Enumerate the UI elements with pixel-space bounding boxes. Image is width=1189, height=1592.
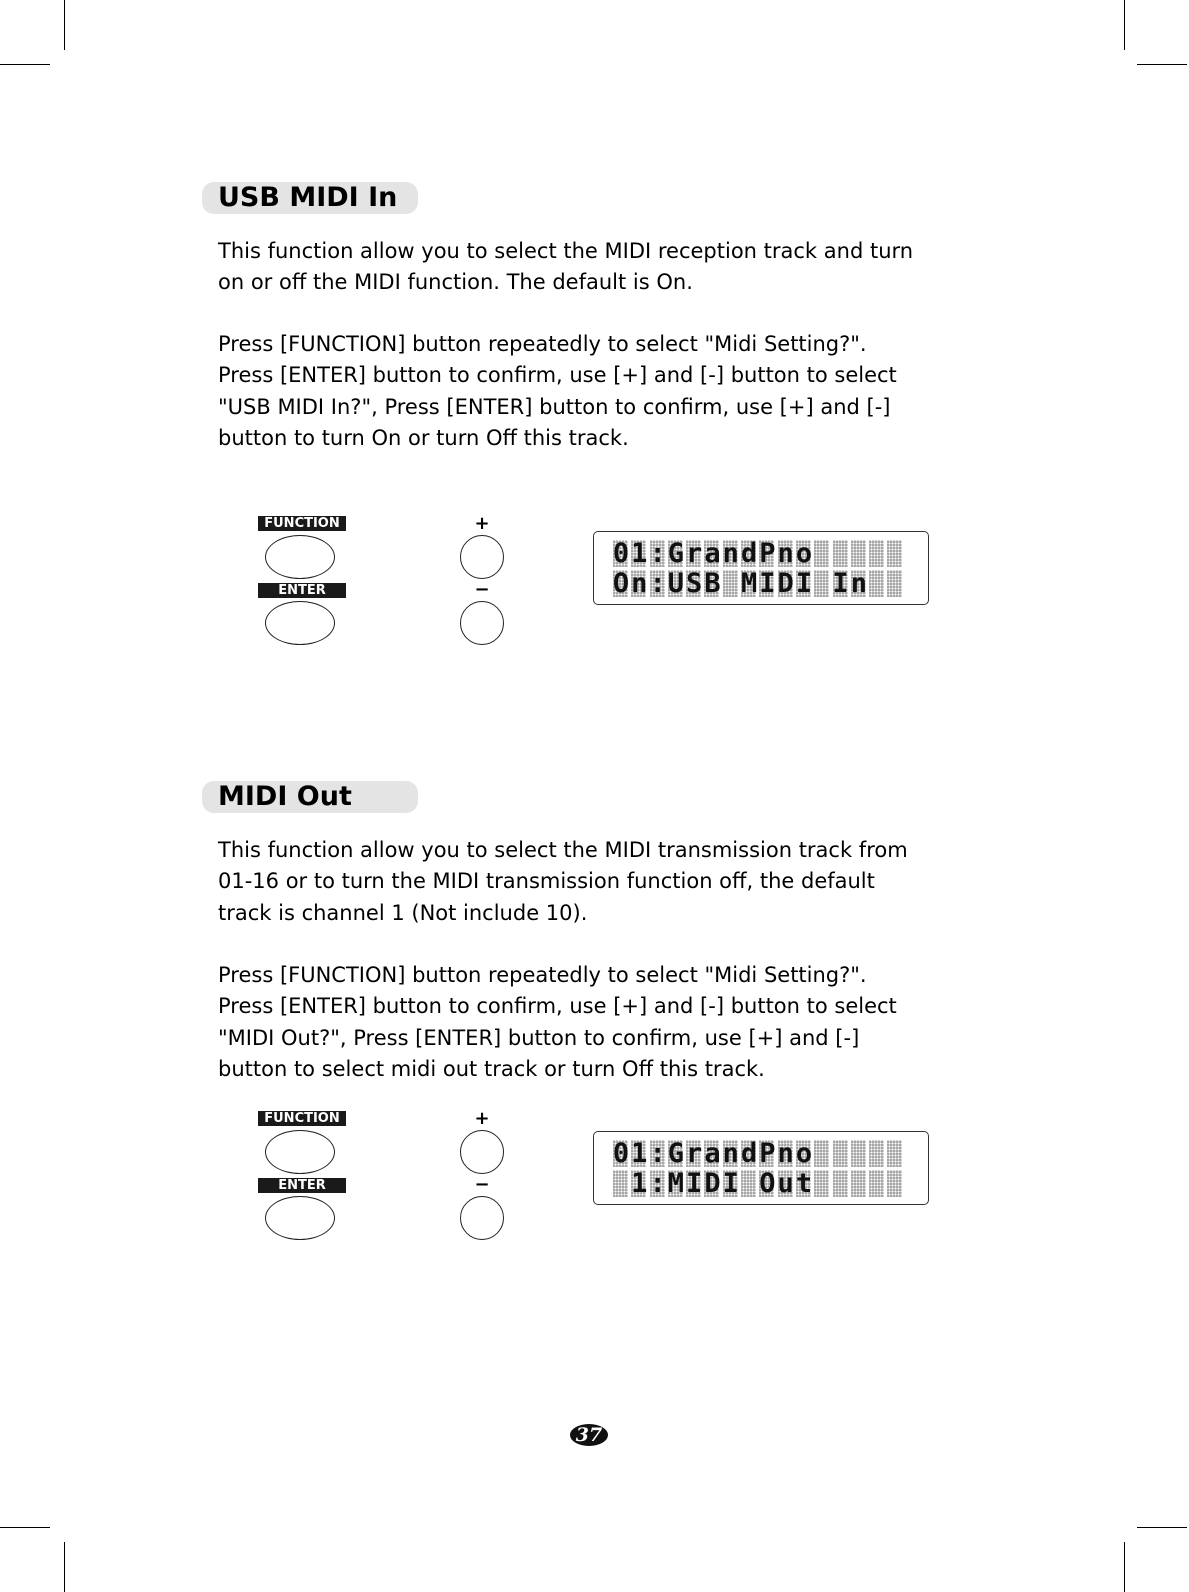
crop-mark bbox=[64, 0, 65, 50]
lcd-character-cell bbox=[722, 570, 740, 597]
lcd-character-cell: I bbox=[686, 1168, 703, 1199]
lcd-character-cell bbox=[886, 1140, 904, 1167]
lcd-character-cell: O bbox=[612, 568, 630, 599]
lcd-character-cell bbox=[850, 540, 868, 567]
lcd-character-cell bbox=[886, 570, 904, 597]
crop-mark bbox=[64, 1542, 65, 1592]
crop-mark bbox=[0, 1527, 50, 1528]
lcd-line-2 bbox=[612, 570, 928, 598]
lcd-character-cell: : bbox=[649, 1138, 666, 1169]
lcd-character-cell: D bbox=[704, 1168, 721, 1199]
lcd-display bbox=[593, 531, 929, 605]
lcd-character-cell: : bbox=[649, 538, 666, 569]
lcd-character-cell: 1 bbox=[631, 1168, 648, 1199]
lcd-character-cell: M bbox=[667, 1168, 685, 1199]
lcd-character-cell: B bbox=[704, 568, 721, 599]
crop-mark bbox=[1137, 64, 1187, 65]
section-heading-usb-midi-in: USB MIDI In bbox=[202, 182, 418, 214]
crop-mark bbox=[1137, 1527, 1187, 1528]
lcd-character-cell bbox=[832, 1170, 850, 1197]
crop-mark bbox=[0, 64, 50, 65]
lcd-character-cell bbox=[740, 1170, 758, 1197]
lcd-character-cell: n bbox=[777, 538, 794, 569]
plus-sign: + bbox=[474, 513, 490, 534]
lcd-character-cell: d bbox=[740, 1138, 758, 1169]
function-button-label: FUNCTION bbox=[258, 516, 346, 531]
lcd-display bbox=[593, 1131, 929, 1205]
lcd-character-cell: n bbox=[850, 568, 867, 599]
lcd-character-cell bbox=[886, 1170, 904, 1197]
lcd-character-cell: u bbox=[777, 1168, 794, 1199]
lcd-character-cell bbox=[813, 540, 831, 567]
lcd-character-cell bbox=[813, 570, 831, 597]
crop-mark bbox=[1124, 1542, 1125, 1592]
lcd-character-cell: n bbox=[777, 1138, 794, 1169]
function-button-label: FUNCTION bbox=[258, 1111, 346, 1126]
lcd-character-cell bbox=[868, 1170, 886, 1197]
lcd-character-cell: I bbox=[722, 1168, 739, 1199]
minus-button[interactable] bbox=[460, 601, 504, 645]
plus-sign: + bbox=[474, 1108, 490, 1129]
lcd-character-cell: a bbox=[704, 538, 721, 569]
enter-button-label: ENTER bbox=[258, 583, 346, 598]
lcd-character-cell: : bbox=[649, 568, 666, 599]
lcd-character-cell bbox=[813, 1170, 831, 1197]
function-button[interactable] bbox=[265, 535, 335, 579]
lcd-character-cell bbox=[612, 1170, 630, 1197]
lcd-line-1 bbox=[612, 540, 928, 568]
lcd-character-cell: r bbox=[686, 1138, 703, 1169]
lcd-character-cell: P bbox=[759, 538, 776, 569]
plus-button[interactable] bbox=[460, 535, 504, 579]
lcd-character-cell: M bbox=[740, 568, 758, 599]
lcd-character-cell: n bbox=[722, 538, 739, 569]
lcd-character-cell: o bbox=[795, 1138, 813, 1169]
lcd-line-2 bbox=[612, 1170, 928, 1198]
function-button[interactable] bbox=[265, 1130, 335, 1174]
lcd-character-cell bbox=[868, 1140, 886, 1167]
lcd-character-cell: G bbox=[667, 538, 685, 569]
lcd-character-cell: I bbox=[832, 568, 849, 599]
lcd-character-cell: n bbox=[631, 568, 648, 599]
lcd-character-cell: : bbox=[649, 1168, 666, 1199]
lcd-character-cell: d bbox=[740, 538, 758, 569]
usb-midi-in-steps: Press [FUNCTION] button repeatedly to select "Midi Setting?". Press [ENTER] button to confirm, use [+] and [-] button to select "USB MIDI In?", Press [ENTER] button to confirm, use [+] and [-] button to turn On or turn Off this track. bbox=[218, 332, 897, 450]
lcd-character-cell: t bbox=[795, 1168, 813, 1199]
lcd-character-cell: r bbox=[686, 538, 703, 569]
lcd-line-1 bbox=[612, 1140, 928, 1168]
lcd-character-cell: S bbox=[686, 568, 703, 599]
lcd-character-cell bbox=[813, 1140, 831, 1167]
midi-out-intro: This function allow you to select the MIDI transmission track from 01-16 or to turn the MIDI transmission function off, the default track is channel 1 (Not include 10). bbox=[218, 838, 908, 925]
enter-button-label: ENTER bbox=[258, 1178, 346, 1193]
minus-sign: − bbox=[474, 579, 490, 600]
lcd-character-cell: I bbox=[795, 568, 813, 599]
section-heading-midi-out: MIDI Out bbox=[202, 781, 418, 813]
lcd-character-cell: o bbox=[795, 538, 813, 569]
lcd-character-cell: 0 bbox=[612, 1138, 630, 1169]
lcd-character-cell bbox=[832, 1140, 850, 1167]
usb-midi-in-intro: This function allow you to select the MIDI reception track and turn on or off the MIDI function. The default is On. bbox=[218, 239, 914, 295]
lcd-character-cell: n bbox=[722, 1138, 739, 1169]
lcd-character-cell bbox=[868, 570, 886, 597]
lcd-character-cell: D bbox=[777, 568, 794, 599]
lcd-character-cell: O bbox=[759, 1168, 776, 1199]
minus-button[interactable] bbox=[460, 1196, 504, 1240]
crop-mark bbox=[1124, 0, 1125, 50]
lcd-character-cell: P bbox=[759, 1138, 776, 1169]
lcd-character-cell bbox=[850, 1140, 868, 1167]
lcd-character-cell: G bbox=[667, 1138, 685, 1169]
page-number: 37 bbox=[570, 1424, 608, 1446]
lcd-character-cell: I bbox=[759, 568, 776, 599]
enter-button[interactable] bbox=[265, 1196, 335, 1240]
midi-out-steps: Press [FUNCTION] button repeatedly to select "Midi Setting?". Press [ENTER] button to confirm, use [+] and [-] button to select "MIDI Out?", Press [ENTER] button to confirm, use [+] and [-] button to select midi out track or turn Off this track. bbox=[218, 963, 897, 1081]
lcd-character-cell bbox=[850, 1170, 868, 1197]
lcd-character-cell bbox=[832, 540, 850, 567]
lcd-character-cell: 0 bbox=[612, 538, 630, 569]
lcd-character-cell: 1 bbox=[631, 538, 648, 569]
lcd-character-cell: 1 bbox=[631, 1138, 648, 1169]
lcd-character-cell bbox=[886, 540, 904, 567]
minus-sign: − bbox=[474, 1174, 490, 1195]
plus-button[interactable] bbox=[460, 1130, 504, 1174]
lcd-character-cell: U bbox=[667, 568, 685, 599]
lcd-character-cell bbox=[868, 540, 886, 567]
enter-button[interactable] bbox=[265, 601, 335, 645]
lcd-character-cell: a bbox=[704, 1138, 721, 1169]
